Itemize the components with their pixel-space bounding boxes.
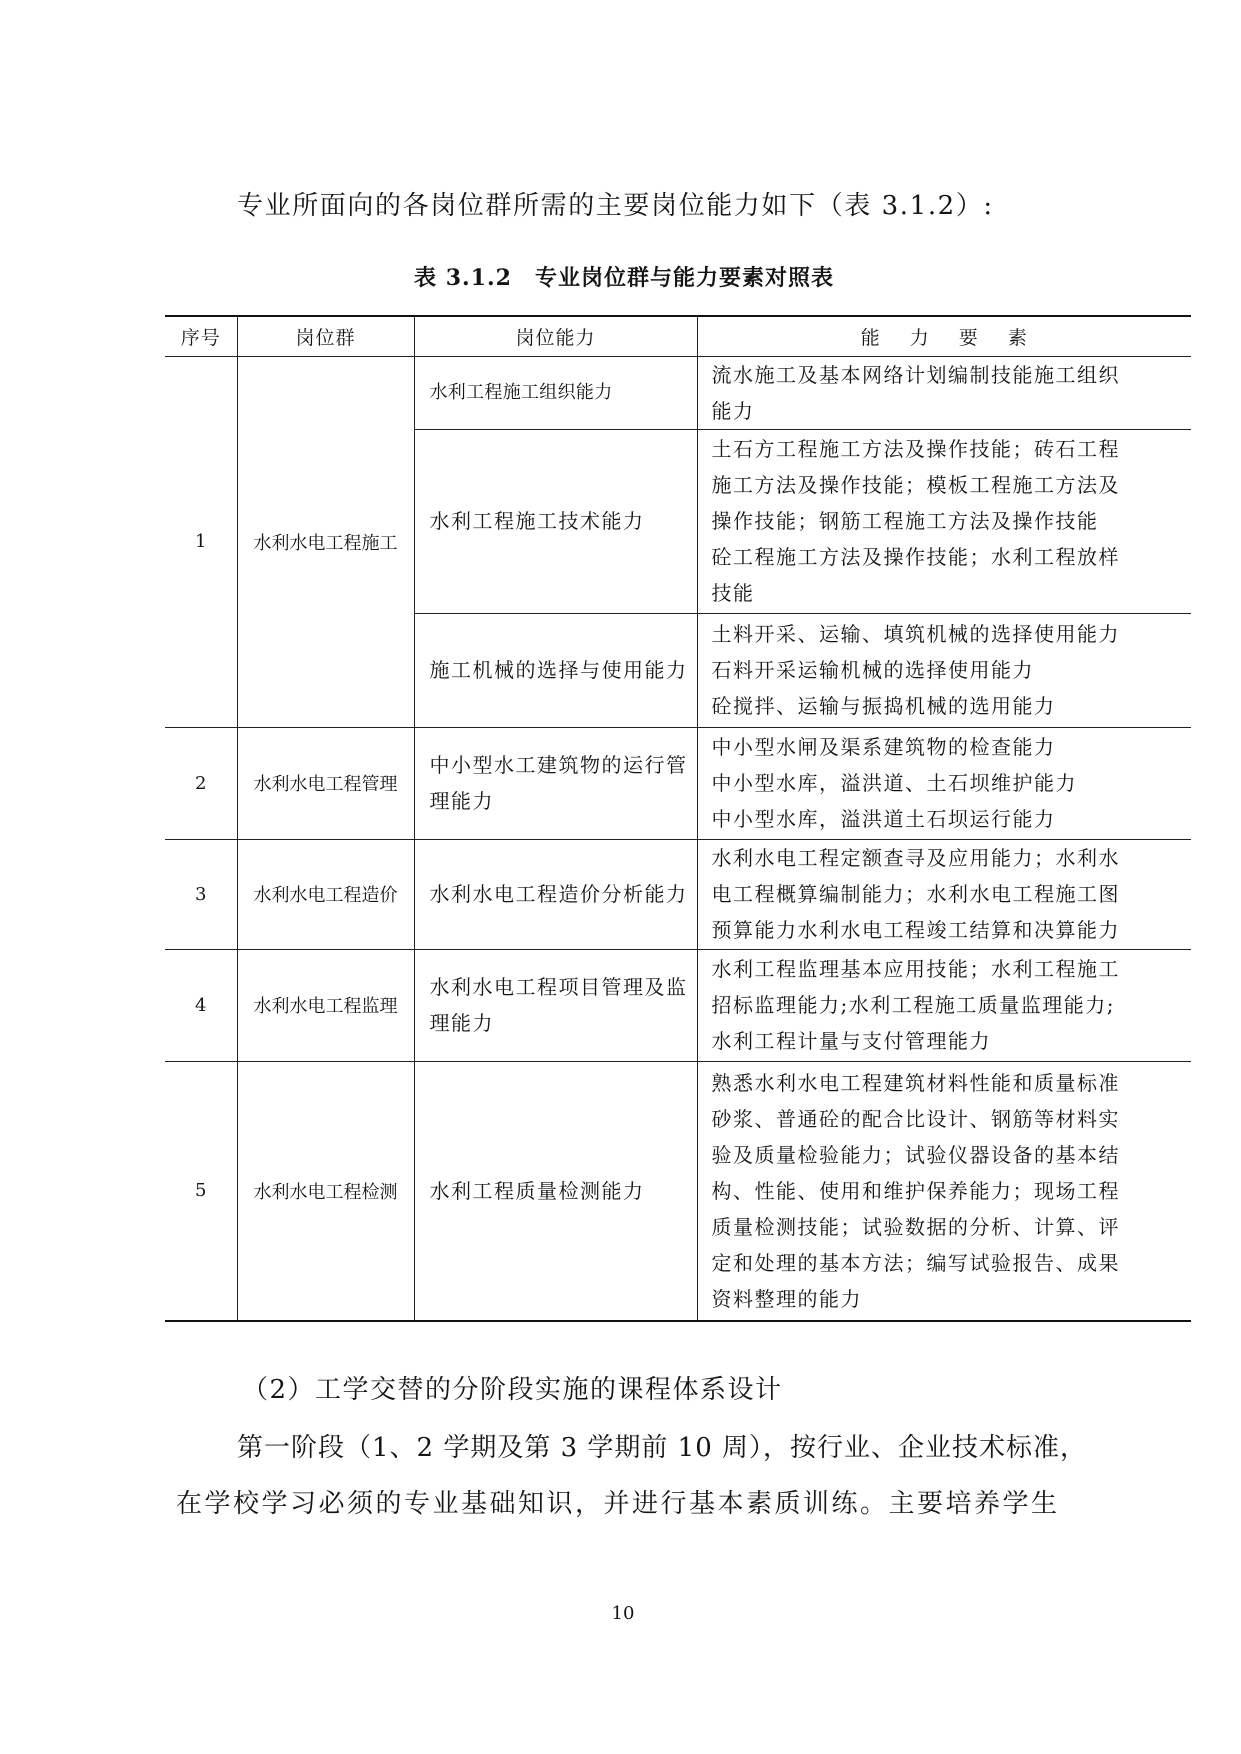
row-index: 5 [165, 1061, 237, 1321]
row-elements: 流水施工及基本网络计划编制技能施工组织 能力 [697, 356, 1191, 429]
row-capability: 中小型水工建筑物的运行管 理能力 [414, 727, 697, 839]
row-elements: 土料开采、运输、填筑机械的选择使用能力 石料开采运输机械的选择使用能力 砼搅拌、运输与振捣机械的选用能力 [697, 613, 1191, 727]
row-job-group: 水利水电工程施工 [237, 356, 414, 727]
page-number: 10 [611, 1603, 635, 1624]
row-elements: 水利工程监理基本应用技能；水利工程施工 招标监理能力;水利工程施工质量监理能力; 水利工程计量与支付管理能力 [697, 949, 1191, 1061]
intro-sentence: 专业所面向的各岗位群所需的主要岗位能力如下（表 3.1.2）: [237, 191, 994, 221]
header-index: 序号 [165, 316, 237, 356]
row-capability: 施工机械的选择与使用能力 [414, 613, 697, 727]
row-capability: 水利工程施工技术能力 [414, 429, 697, 613]
row-capability: 水利工程施工组织能力 [414, 356, 697, 429]
table-row [165, 839, 1191, 949]
row-index: 1 [165, 356, 237, 727]
row-index: 3 [165, 839, 237, 949]
row-elements: 土石方工程施工方法及操作技能；砖石工程 施工方法及操作技能；模板工程施工方法及 操作技能；钢筋工程施工方法及操作技能 砼工程施工方法及操作技能；水利工程放样 技能 [697, 429, 1191, 613]
row-elements: 中小型水闸及渠系建筑物的检查能力 中小型水库，溢洪道、土石坝维护能力 中小型水库，溢洪道土石坝运行能力 [697, 727, 1191, 839]
table-row [165, 356, 1191, 429]
row-index: 2 [165, 727, 237, 839]
section-heading: （2）工学交替的分阶段实施的课程体系设计 [242, 1375, 783, 1405]
capability-table [165, 315, 1191, 1322]
row-job-group: 水利水电工程监理 [237, 949, 414, 1061]
row-index: 4 [165, 949, 237, 1061]
header-job-group: 岗位群 [237, 316, 414, 356]
header-capability-elements: 能 力 要 素 [697, 316, 1191, 356]
row-capability: 水利水电工程造价分析能力 [414, 839, 697, 949]
table-row [165, 949, 1191, 1061]
paragraph-line: 第一阶段（1、2 学期及第 3 学期前 10 周），按行业、企业技术标准， [237, 1433, 1088, 1463]
table-title: 表 3.1.2 专业岗位群与能力要素对照表 [414, 265, 834, 291]
row-capability: 水利工程质量检测能力 [414, 1061, 697, 1321]
table-header-row [165, 316, 1191, 356]
row-job-group: 水利水电工程检测 [237, 1061, 414, 1321]
paragraph-line: 在学校学习必须的专业基础知识，并进行基本素质训练。主要培养学生 [176, 1489, 1060, 1519]
row-job-group: 水利水电工程造价 [237, 839, 414, 949]
row-elements: 水利水电工程定额查寻及应用能力；水利水 电工程概算编制能力；水利水电工程施工图 预算能力水利水电工程竣工结算和决算能力 [697, 839, 1191, 949]
table-row [165, 1061, 1191, 1321]
row-job-group: 水利水电工程管理 [237, 727, 414, 839]
row-elements: 熟悉水利水电工程建筑材料性能和质量标准 砂浆、普通砼的配合比设计、钢筋等材料实 验及质量检验能力；试验仪器设备的基本结 构、性能、使用和维护保养能力；现场工程 质量检测技能；试验数据的分析、计算、评 定和处理的基本方法；编写试验报告、成果 资料整理的能力 [697, 1061, 1191, 1321]
row-capability: 水利水电工程项目管理及监 理能力 [414, 949, 697, 1061]
table-row [165, 727, 1191, 839]
header-job-capability: 岗位能力 [414, 316, 697, 356]
